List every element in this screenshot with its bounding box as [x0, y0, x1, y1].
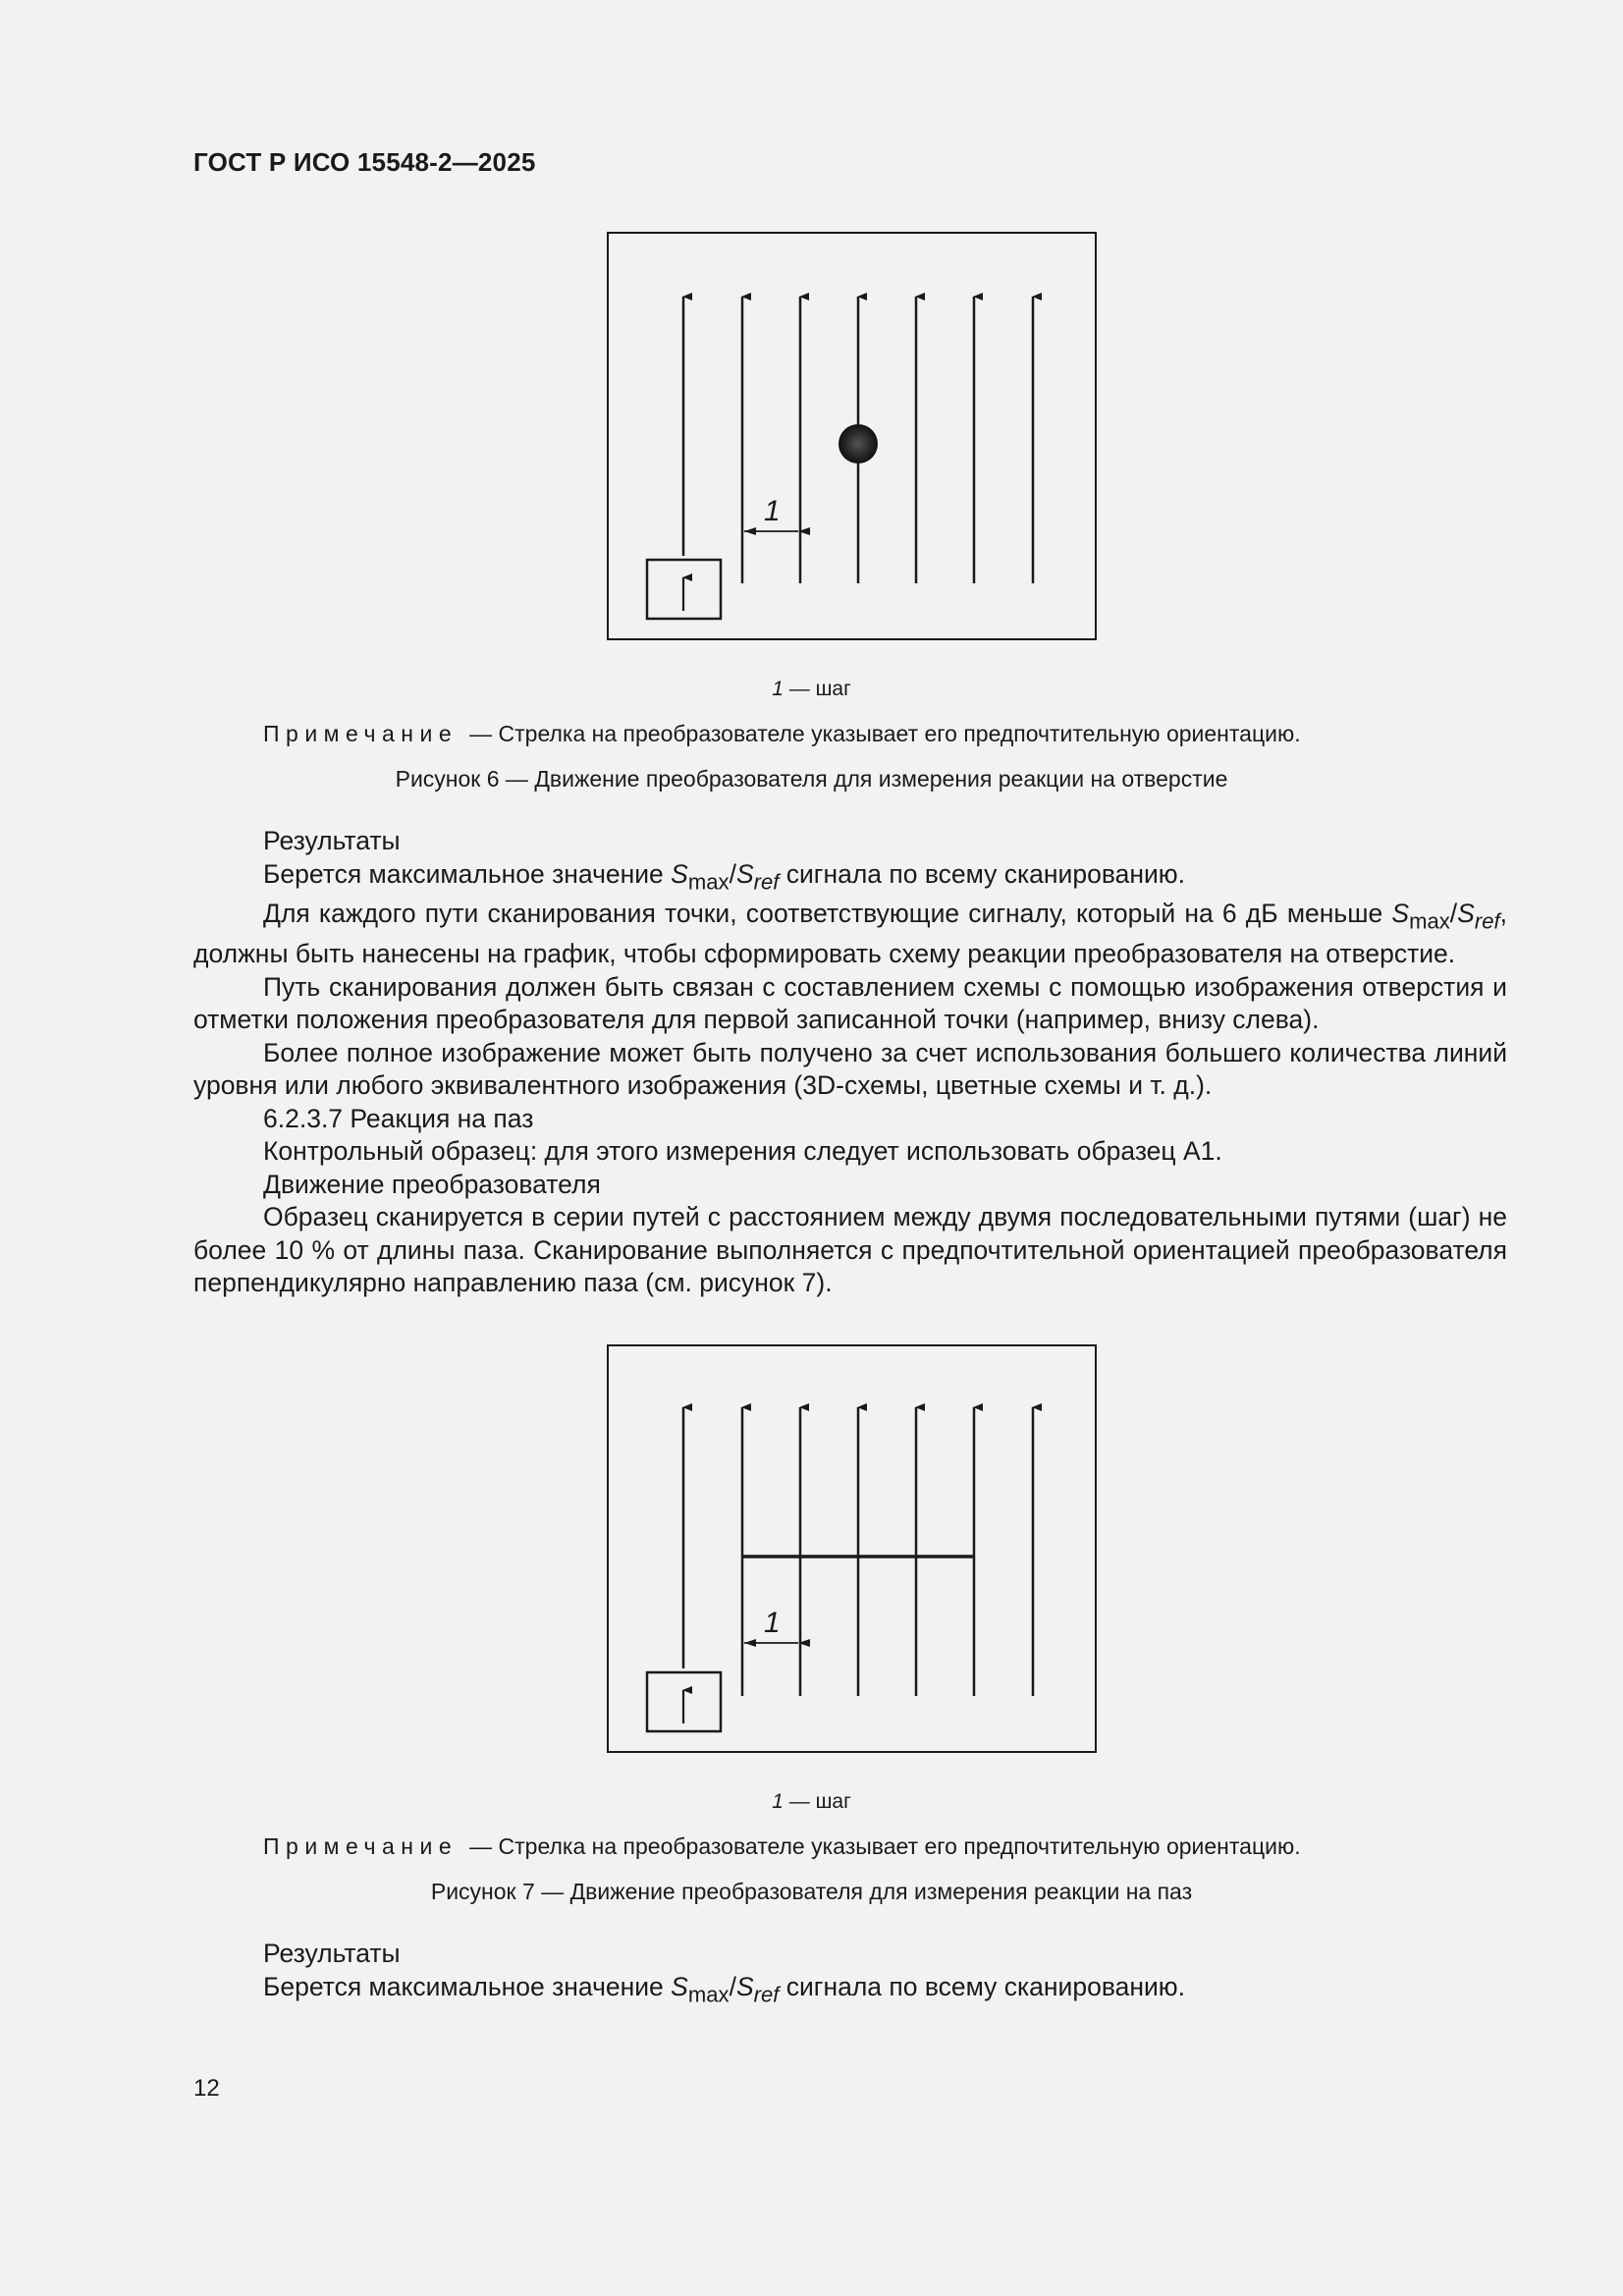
legend-key: 1 — [772, 1790, 784, 1813]
figure-7-diagram — [607, 1344, 1097, 1753]
scan-path-paragraph: Путь сканирования должен быть связан с составлением схемы с помощью изображения отверстия и отметки положения преобразователя для первой записанной точки (например, внизу слева). — [193, 971, 1507, 1035]
document-code-header: ГОСТ Р ИСО 15548-2—2025 — [193, 147, 536, 177]
note-text: — Стрелка на преобразователе указывает его предпочтительную ориентацию. — [469, 1833, 1301, 1859]
section-slot-results — [193, 1938, 1507, 2010]
note-label: Примечание — [263, 721, 459, 746]
max-value-paragraph: Берется максимальное значение $S_{max}/S_{ref}$ сигнала по всему сканированию. — [263, 858, 1186, 894]
page-number: 12 — [193, 2075, 220, 2102]
figure-6-legend — [0, 678, 1623, 701]
note-label: Примечание — [263, 1833, 459, 1859]
legend-key: 1 — [772, 678, 784, 700]
scan-description-paragraph: Образец сканируется в серии путей с расстоянием между двумя последовательными путями (шаг) не более 10 % от длины паза. Сканирование выполняется с предпочтительной ориентацией преобразователя перпендикулярно направлению паза (см. рисунок 7). — [193, 1202, 1507, 1298]
legend-text: — шаг — [783, 678, 851, 700]
step-callout: 1 — [764, 495, 781, 527]
figure-7-legend — [0, 1790, 1623, 1814]
results-heading: Результаты — [263, 826, 401, 855]
figure-7-caption: Рисунок 7 — Движение преобразователя для измерения реакции на паз — [430, 1879, 1193, 1904]
reference-sample-paragraph: Контрольный образец: для этого измерения следует использовать образец А1. — [263, 1136, 1222, 1167]
movement-heading: Движение преобразователя — [263, 1169, 601, 1199]
step-callout: 1 — [764, 1607, 781, 1639]
clause-heading: 6.2.3.7 Реакция на паз — [263, 1103, 534, 1133]
full-image-paragraph: Более полное изображение может быть получено за счет использования большего количества линий уровня или любого эквивалентного изображения (3D-схемы, цветные схемы и т. д.). — [193, 1037, 1507, 1101]
results-heading: Результаты — [263, 1939, 401, 1968]
figure-7-border — [608, 1345, 1096, 1752]
note-text: — Стрелка на преобразователе указывает его предпочтительную ориентацию. — [469, 721, 1301, 746]
legend-text: — шаг — [783, 1790, 851, 1813]
figure-7-note — [263, 1833, 1301, 1860]
section-hole-results — [193, 825, 1507, 1300]
figure-6-diagram — [607, 232, 1097, 640]
hole-marker — [839, 424, 878, 464]
plot-points-paragraph: Для каждого пути сканирования точки, соответствующие сигналу, который на 6 дБ меньше $S_{max}/S_{ref}$, должны быть нанесены на график, чтобы сформировать схему реакции преобразователя на отверстие. — [193, 899, 1507, 969]
figure-6-note — [263, 721, 1301, 747]
figure-6-caption: Рисунок 6 — Движение преобразователя для измерения реакции на отверстие — [395, 766, 1228, 792]
max-value-paragraph: Берется максимальное значение $S_{max}/S_{ref}$ сигнала по всему сканированию. — [263, 1971, 1186, 2006]
